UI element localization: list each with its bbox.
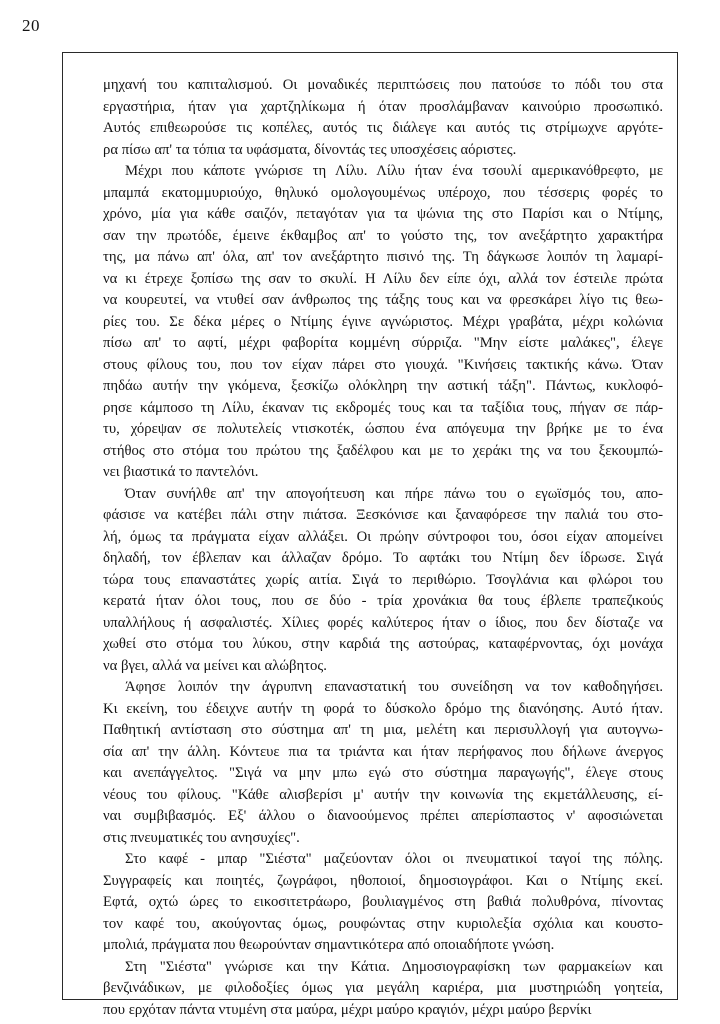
text-line: τυ, χόρεψαν σε πολυτελείς ντισκοτέκ, ώσπου ένα απόγευμα την βρήκε με το ένα [103,421,663,437]
page-number: 20 [22,16,40,35]
text-line: νει βιαστικά το παντελόνι. [103,464,259,480]
text-line: τώρα τους επαναστάτες χωρίς αιτία. Σιγά το περιθώριο. Τσογλάνια και φλώροι του [103,571,663,588]
text-line: Παθητική αντίσταση στο σύστημα απ' τη μια, μελέτη και περισυλλογή για αυτογνω- [103,722,663,738]
text-line: στους φίλους του, που τον είχαν πάρει στο γιουχά. "Κινήσεις τακτικής κάνω. Όταν [103,356,663,373]
text-line: ναι συμβιβασμός. Εξ' άλλου ο διανοούμενος πρέπει απερίσπαστος ν' αφοσιώνεται [103,808,663,824]
text-line: ρίες του. Σε δέκα μέρες ο Ντίμης έγινε αγνώριστος. Μέχρι γραβάτα, μέχρι κολώνια [103,313,663,330]
text-line: Κι εκείνη, του έδειχνε αυτήν τη φορά το δύσκολο δρόμο της διανόησης. Αυτό ήταν. [103,700,663,717]
text-line: που ερχόταν πάντα ντυμένη στα μαύρα, μέχρι μαύρο κραγιόν, μέχρι μαύρο βερνίκι [103,1001,592,1018]
text-line: Όταν συνήλθε απ' την απογοήτευση και πήρε πάνω του ο εγωϊσμός του, απο- [125,485,663,502]
text-line: δηλαδή, τον έβλεπαν και άλλαζαν δρόμο. Το αφτάκι του Ντίμη δεν ίδρωσε. Σιγά [103,550,663,566]
text-line: Συγγραφείς και ποιητές, ζωγράφοι, ηθοποιοί, δημοσιογράφοι. Και ο Ντίμης εκεί. [103,872,663,889]
text-line: Εφτά, οχτώ ώρες το εικοσιτετράωρο, βουλιαγμένος στη βαθιά πολυθρόνα, πίνοντας [103,894,663,910]
text-line: ρα πίσω απ' τα τόπια τα υφάσματα, δίνοντάς τες υποσχέσεις αόριστες. [103,141,517,158]
text-line: να κι έτρεχε ξοπίσω της σαν το σκυλί. Η Λίλυ δεν είπε όχι, αλλά τον έστειλε πρώτα [103,270,663,287]
text-line: μπαμπά εκατομμυριούχο, θηλυκό ομολογουμένως υπέροχο, που τέσσερις φορές το [103,184,663,201]
text-line: υπαλλήλους ή ασφαλιστές. Χίλιες φορές καλύτερος ήταν ο ίδιος, που δεν δίσταζε να [103,614,663,631]
text-line: πηδάω αυτήν την γκόμενα, ξεσκίζω ολόκληρη την αστική τάξη". Πάντως, κυκλοφό- [103,378,663,394]
text-line: Στο καφέ - μπαρ "Σιέστα" μαζεύονταν όλοι οι πνευματικοί ταγοί της πόλης. [125,851,663,867]
text-line: μηχανή του καπιταλισμού. Οι μοναδικές περιπτώσεις που πατούσε το πόδι του στα [103,77,663,93]
text-line: λή, όμως τα πράγματα είχαν αλλάξει. Οι πρώην σύντροφοι του, όσοι είχαν απομείνει [103,528,663,545]
paragraph [103,484,663,678]
text-line: Μέχρι που κάποτε γνώρισε τη Λίλυ. Λίλυ ήταν ένα τσουλί αμερικανόθρεφτο, με [125,163,663,179]
text-line: βενζινάδικων, με φιλοδοξίες όμως για μεγάλη καριέρα, μια μυστηριώδη γοητεία, [103,980,663,996]
paragraph [103,957,663,1022]
text-line: κερατά ήταν όλοι τους, που σε δύο - τρία χρονάκια θα τους έβλεπε τραπεζικούς [103,593,663,609]
text-line: σία απ' την άλλη. Κόντευε πια τα τριάντα και ήταν περήφανος που δήλωνε άνεργος [103,743,663,760]
paragraph [103,677,663,849]
text-frame [62,52,678,1018]
text-line: χρόνο, μία για κάθε σαιζόν, πεταγόταν για τα ψώνια της στο Παρίσι και ο Ντίμης, [103,206,663,222]
text-line: σαν την πρωτόδε, έμεινε έκθαμβος απ' το γούστο της, τον ανεξάρτητο χαρακτήρα [103,227,663,244]
text-line: νέους του φίλους. "Κάθε αλισβερίσι μ' αυτήν την κοινωνία της εκμετάλλευσης, εί- [103,786,663,803]
text-line: Στη "Σιέστα" γνώρισε και την Κάτια. Δημοσιογραφίσκη των φαρμακείων και [125,958,663,975]
text-line: να βγει, αλλά να μείνει και αλώβητος. [103,657,327,674]
text-line: μπολιά, πράγματα που θεωρούνταν σημαντικότερα από οποιαδήποτε γνώση. [103,937,555,953]
text-line: τον καφέ του, ακούγοντας όμως, ρουφώντας στην κυριολεξία σχόλια και κουστο- [103,915,663,932]
text-line: στις πνευματικές του ανησυχίες". [103,829,300,846]
text-line: να κουρευτεί, να ντυθεί σαν άνθρωπος της τάξης τους και να φρεσκάρει λίγο τις θεω- [103,292,663,308]
text-line: της, μα πάνω απ' όλα, απ' τον ανεξάρτητο πισινό της. Τη δάγκωσε λοιπόν τη λαμαρί- [103,249,663,265]
text-line: ρησε κάμποσο τη Λίλυ, έκαναν τις εκδρομές τους και τα ταξίδια τους, πήγαν σε πάρ- [103,399,663,416]
text-line: Αυτός επιθεωρούσε τις κοπέλες, αυτός τις διάλεγε και αυτός τις στρίμωχνε αργότε- [103,120,663,136]
text-line: Άφησε λοιπόν την άγρυπνη επαναστατική του συνείδηση να τον καθοδηγήσει. [125,679,663,695]
text-line: και ανεπάγγελτος. "Σιγά να μην μπω εγώ στο σύστημα παραγωγής", έλεγε στους [103,765,663,781]
text-line: πίσω απ' το αφτί, μέχρι φαβορίτα κομμένη σύρριζα. "Μην είστε μαλάκες", έλεγε [103,335,663,351]
text-line: στήθος στο στόμα του πρώτου της ξαδέλφου και με το χεράκι της να του ξεκουμπώ- [103,442,663,459]
paragraph [103,161,663,484]
paragraph [103,849,663,957]
paragraph [103,75,663,161]
text-line: χωθεί στο στόμα του λύκου, στην καρδιά της αστούρας, καταφέρνοντας, όχι μονάχα [103,636,663,652]
text-line: φάσισε να κατέβει πάλι στην πιάτσα. Ξεσκόνισε και ξαναφόρεσε την παλιά του στο- [103,507,663,523]
text-line: εργαστήρια, ήταν για χαρτζηλίκωμα ή όταν προσλάμβαναν καινούριο προσωπικό. [103,98,663,115]
